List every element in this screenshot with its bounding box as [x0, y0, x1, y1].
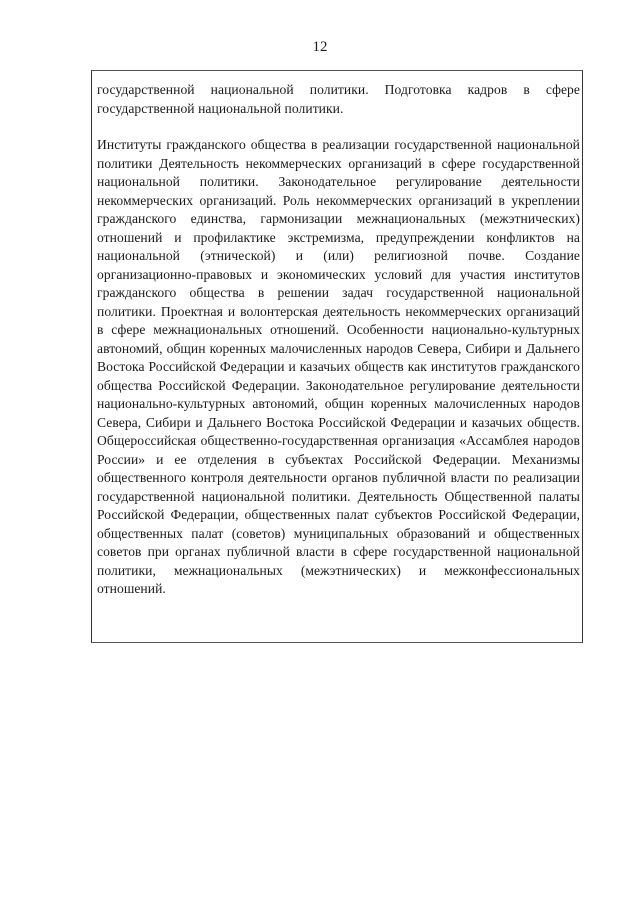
content-table-cell	[91, 70, 583, 643]
paragraph-training: государственной национальной политики. Подготовка кадров в сфере государственной национальной политики.	[97, 82, 580, 116]
paragraph-civil-society-institutions: Институты гражданского общества в реализации государственной национальной политики Деятельность некоммерческих организаций в сфере государственной национальной политики. Законодательное регулирование деятельности некоммерческих организаций. Роль некоммерческих организаций в укреплении гражданского единства, гармонизации межнациональных (межэтнических) отношений и профилактике экстремизма, предупреждении конфликтов на национальной (этнической) и (или) религиозной почве. Создание организационно-правовых и экономических условий для участия институтов гражданского общества в решении задач государственной национальной политики. Проектная и волонтерская деятельность некоммерческих организаций в сфере межнациональных отношений. Особенности национально-культурных автономий, общин коренных малочисленных народов Севера, Сибири и Дальнего Востока Российской Федерации и казачьих обществ как институтов гражданского общества Российской Федерации. Законодательное регулирование деятельности национально-культурных автономий, общин коренных малочисленных народов Севера, Сибири и Дальнего Востока Российской Федерации и казачьих обществ. Общероссийская общественно-государственная организация «Ассамблея народов России» и ее отделения в субъектах Российской Федерации. Механизмы общественного контроля деятельности органов публичной власти по реализации государственной национальной политики. Деятельность Общественной палаты Российской Федерации, общественных палат субъектов Российской Федерации, общественных палат (советов) муниципальных образований и общественных советов при органах публичной власти в сфере государственной национальной политики, межнациональных (межэтнических) и межконфессиональных отношений.	[97, 137, 580, 596]
page-number: 12	[312, 39, 328, 55]
